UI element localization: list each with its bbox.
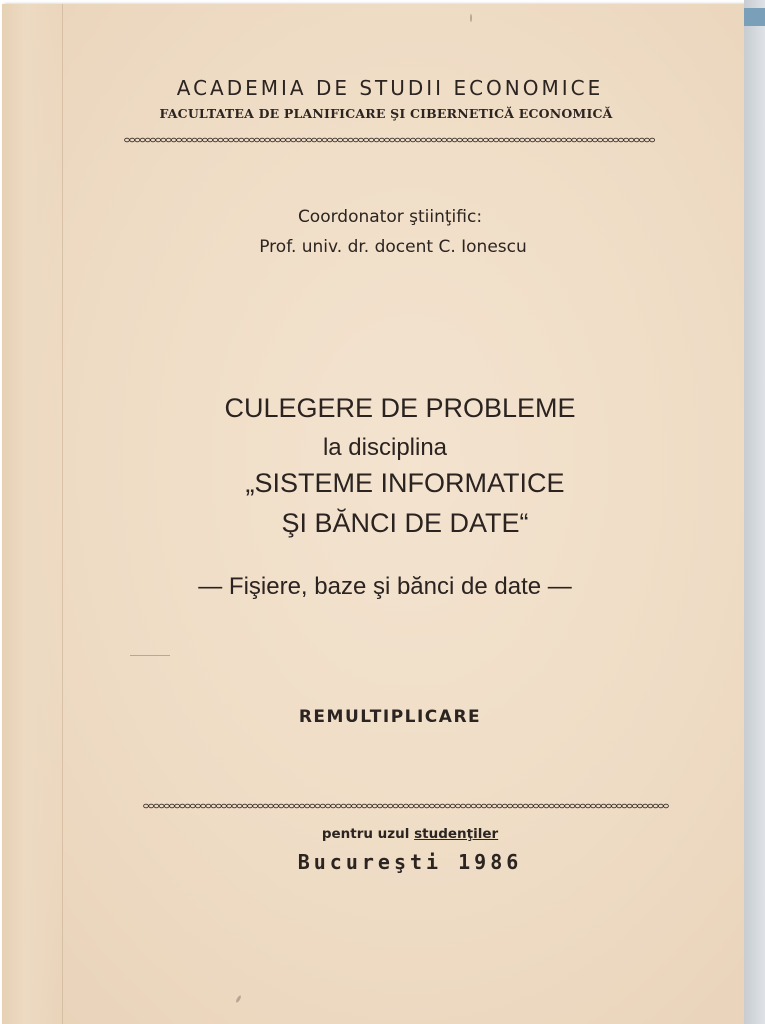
usage-word: studenţiler	[414, 826, 499, 842]
title-line-2: la disciplina	[322, 434, 448, 461]
usage-prefix: pentru uzul	[321, 826, 410, 842]
edition-label: REMULTIPLICARE	[298, 707, 482, 727]
coordinator-label: Coordonator ştiinţific:	[297, 207, 483, 227]
ornamental-chain-top	[124, 137, 658, 143]
usage-note	[300, 826, 520, 842]
scan-background-edge	[744, 0, 765, 1024]
title-line-3: „SISTEME INFORMATICE	[245, 468, 565, 498]
scan-blue-corner	[744, 8, 765, 26]
title-line-1: CULEGERE DE PROBLEME	[224, 393, 576, 423]
cover-spine-shade	[2, 4, 62, 1024]
coordinator-name: Prof. univ. dr. docent C. Ionescu	[259, 237, 527, 257]
cover-spine-crease	[62, 4, 63, 1024]
institution-name: ACADEMIA DE STUDII ECONOMICE	[176, 76, 604, 100]
faculty-name: FACULTATEA DE PLANIFICARE ŞI CIBERNETICĂ ECONOMICĂ	[159, 106, 613, 121]
city-year: Bucureşti 1986	[297, 850, 523, 874]
subtitle: — Fişiere, baze şi bănci de date —	[198, 573, 572, 600]
paper-mark	[130, 655, 170, 656]
title-line-4: ŞI BĂNCI DE DATE“	[281, 508, 529, 538]
paper-mark	[470, 14, 472, 22]
ornamental-chain-bottom	[143, 803, 670, 809]
